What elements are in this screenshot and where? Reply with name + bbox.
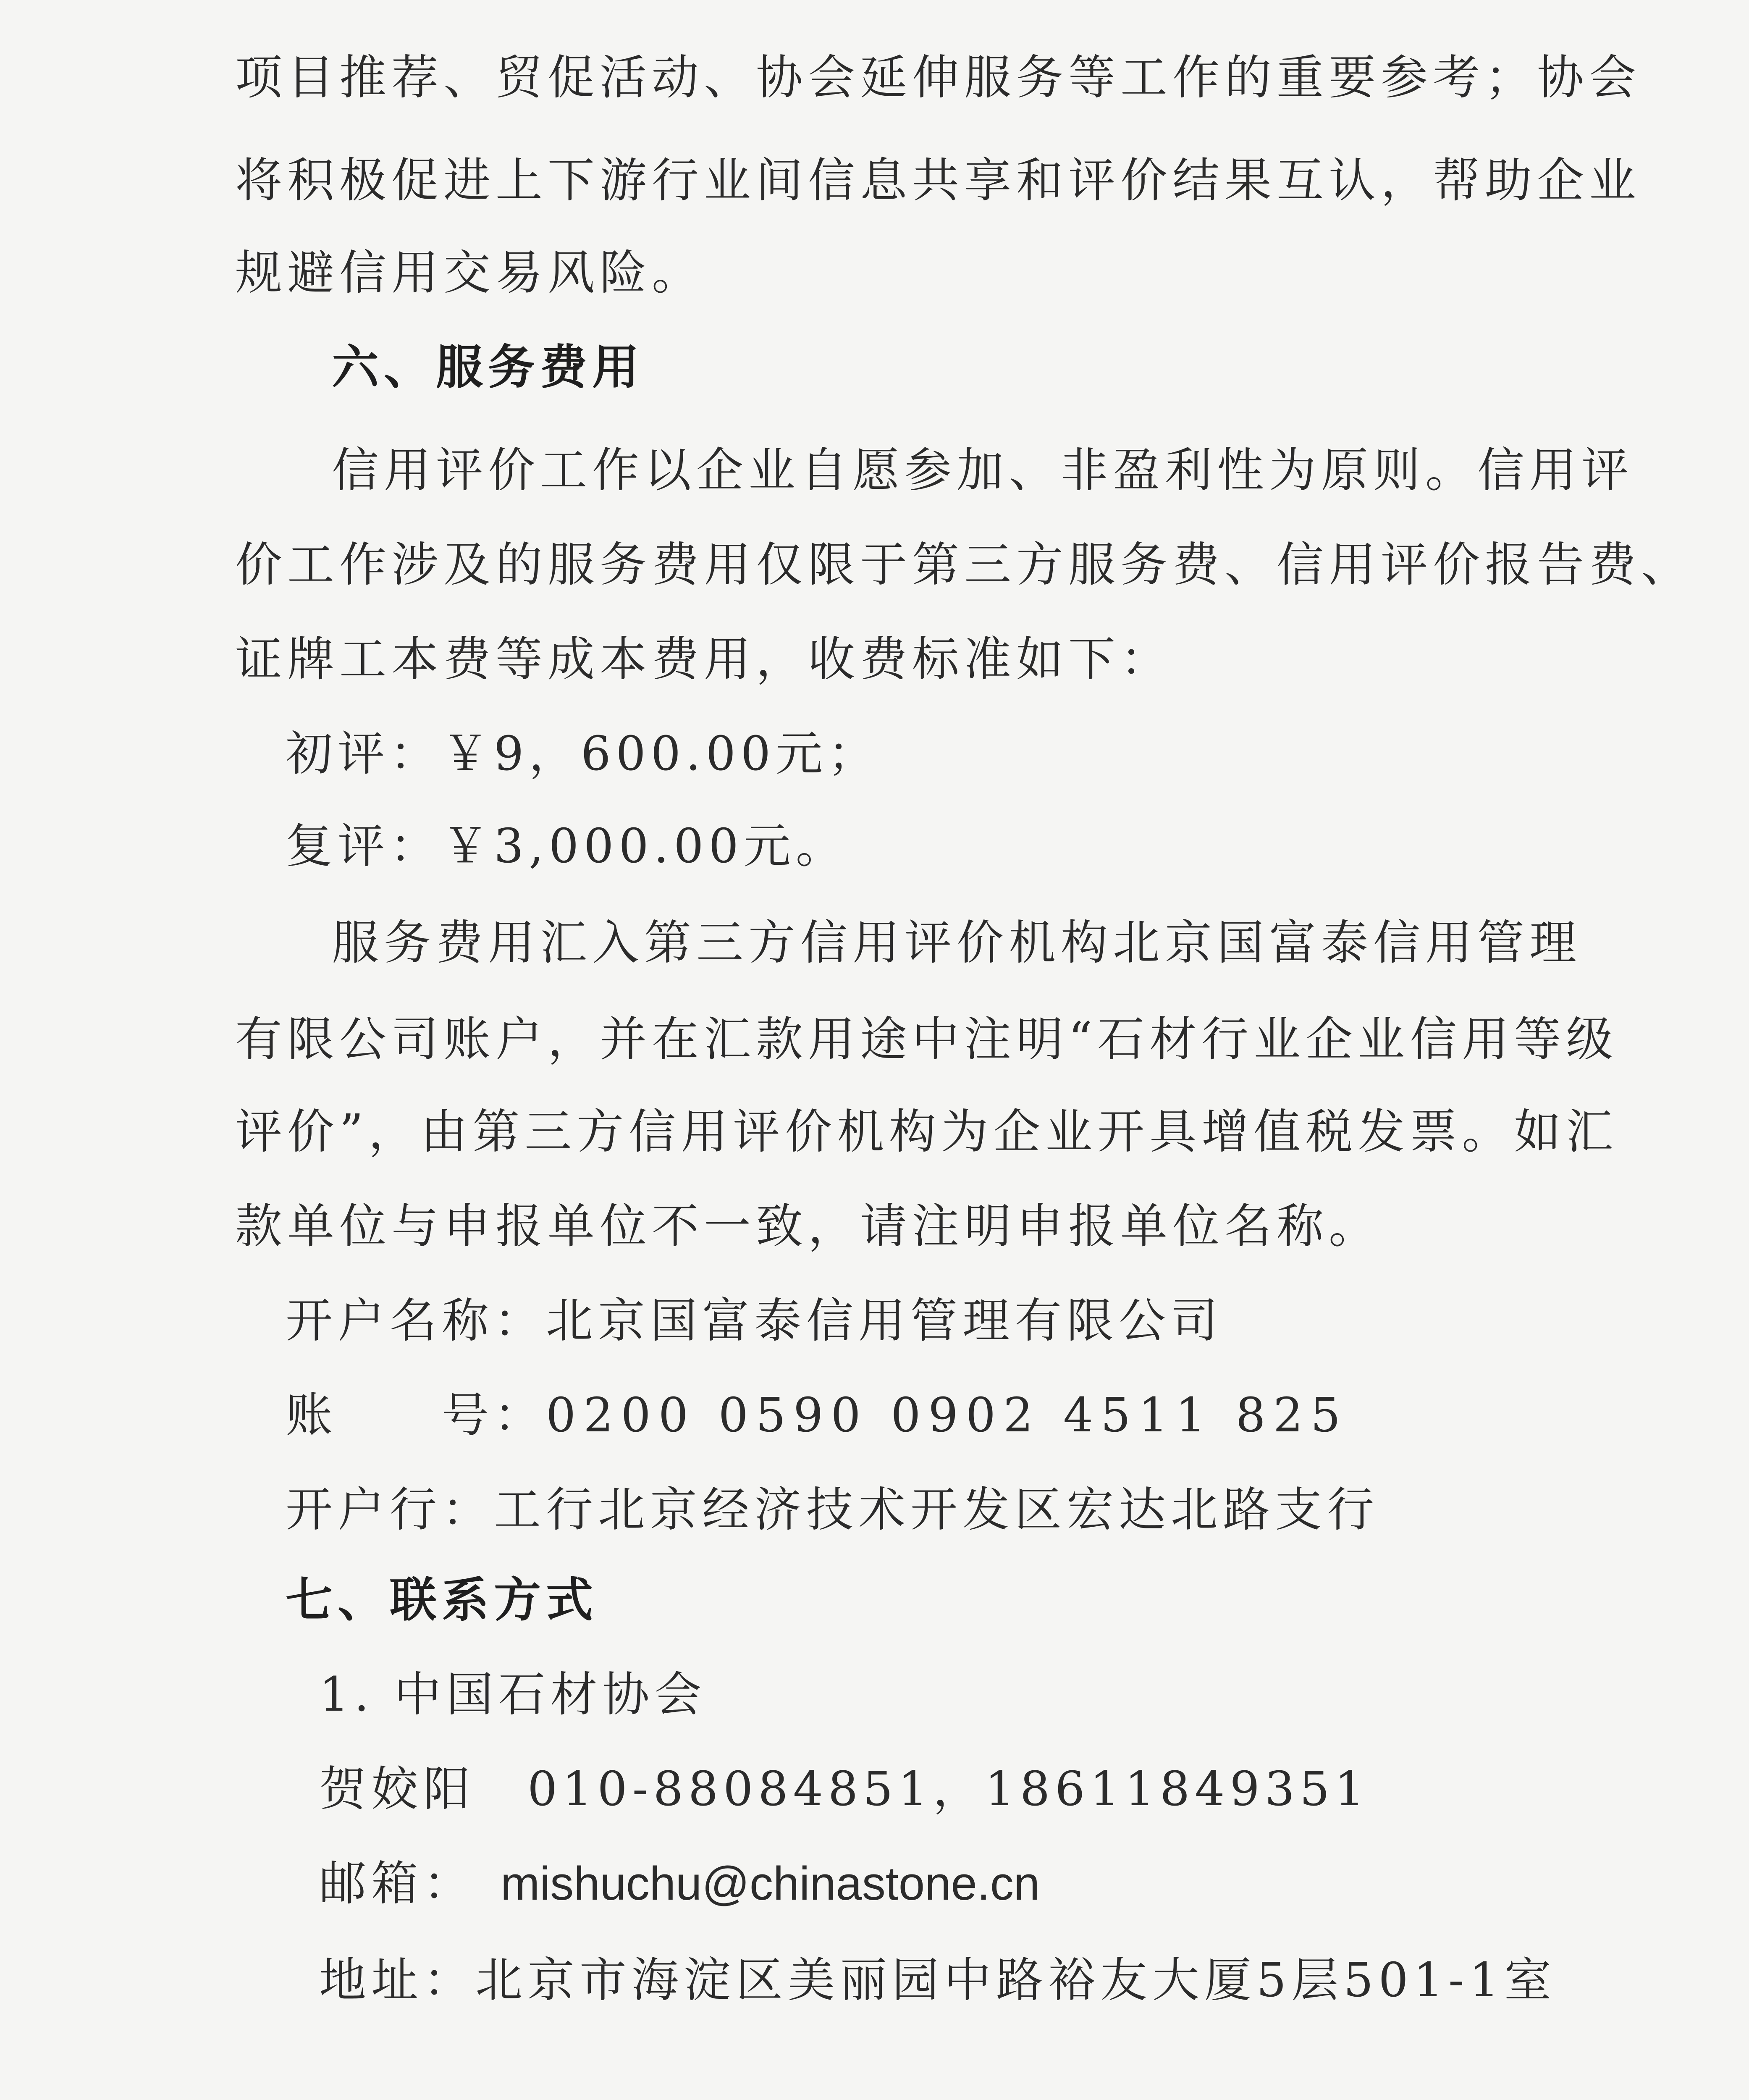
contact-org: 1. 中国石材协会 — [319, 1667, 707, 1722]
intro-line-1: 项目推荐、贸促活动、协会延伸服务等工作的重要参考；协会 — [235, 50, 1641, 105]
intro-line-2: 将积极促进上下游行业间信息共享和评价结果互认，帮助企业 — [235, 153, 1641, 208]
contact-email-row — [319, 1852, 1040, 1915]
contact-address: 地址：北京市海淀区美丽园中路裕友大厦5层501-1室 — [319, 1953, 1557, 2008]
email-address: mishuchu@chinastone.cn — [501, 1857, 1040, 1910]
email-label: 邮箱： — [319, 1856, 475, 1911]
section-6-p1-line-1: 信用评价工作以企业自愿参加、非盈利性为原则。信用评 — [332, 443, 1634, 498]
section-6-p1-line-2: 价工作涉及的服务费用仅限于第三方服务费、信用评价报告费、 — [235, 538, 1693, 592]
intro-line-3: 规避信用交易风险。 — [235, 246, 704, 300]
contact-person: 贺姣阳 010-88084851，18611849351 — [319, 1762, 1370, 1816]
section-7-heading: 七、联系方式 — [286, 1572, 598, 1628]
account-number-row — [286, 1384, 1348, 1447]
section-6-p1-line-3: 证牌工本费等成本费用，收费标准如下： — [235, 632, 1172, 687]
account-number: 0200 0590 0902 4511 825 — [546, 1388, 1348, 1443]
section-6-p2-line-3: 评价”，由第三方信用评价机构为企业开具增值税发票。如汇 — [235, 1105, 1618, 1159]
section-6-heading: 六、服务费用 — [332, 340, 644, 395]
account-name: 开户名称：北京国富泰信用管理有限公司 — [286, 1294, 1223, 1348]
fee-initial: 初评：￥9，600.00元； — [286, 727, 880, 781]
section-6-p2-line-1: 服务费用汇入第三方信用评价机构北京国富泰信用管理 — [332, 916, 1581, 970]
bank-name: 开户行：工行北京经济技术开发区宏达北路支行 — [286, 1483, 1379, 1537]
fee-review: 复评：￥3,000.00元。 — [286, 819, 848, 874]
account-number-label: 账 号： — [286, 1388, 546, 1443]
section-6-p2-line-2: 有限公司账户，并在汇款用途中注明“石材行业企业信用等级 — [235, 1012, 1618, 1067]
section-6-p2-line-4: 款单位与申报单位不一致，请注明申报单位名称。 — [235, 1199, 1381, 1254]
